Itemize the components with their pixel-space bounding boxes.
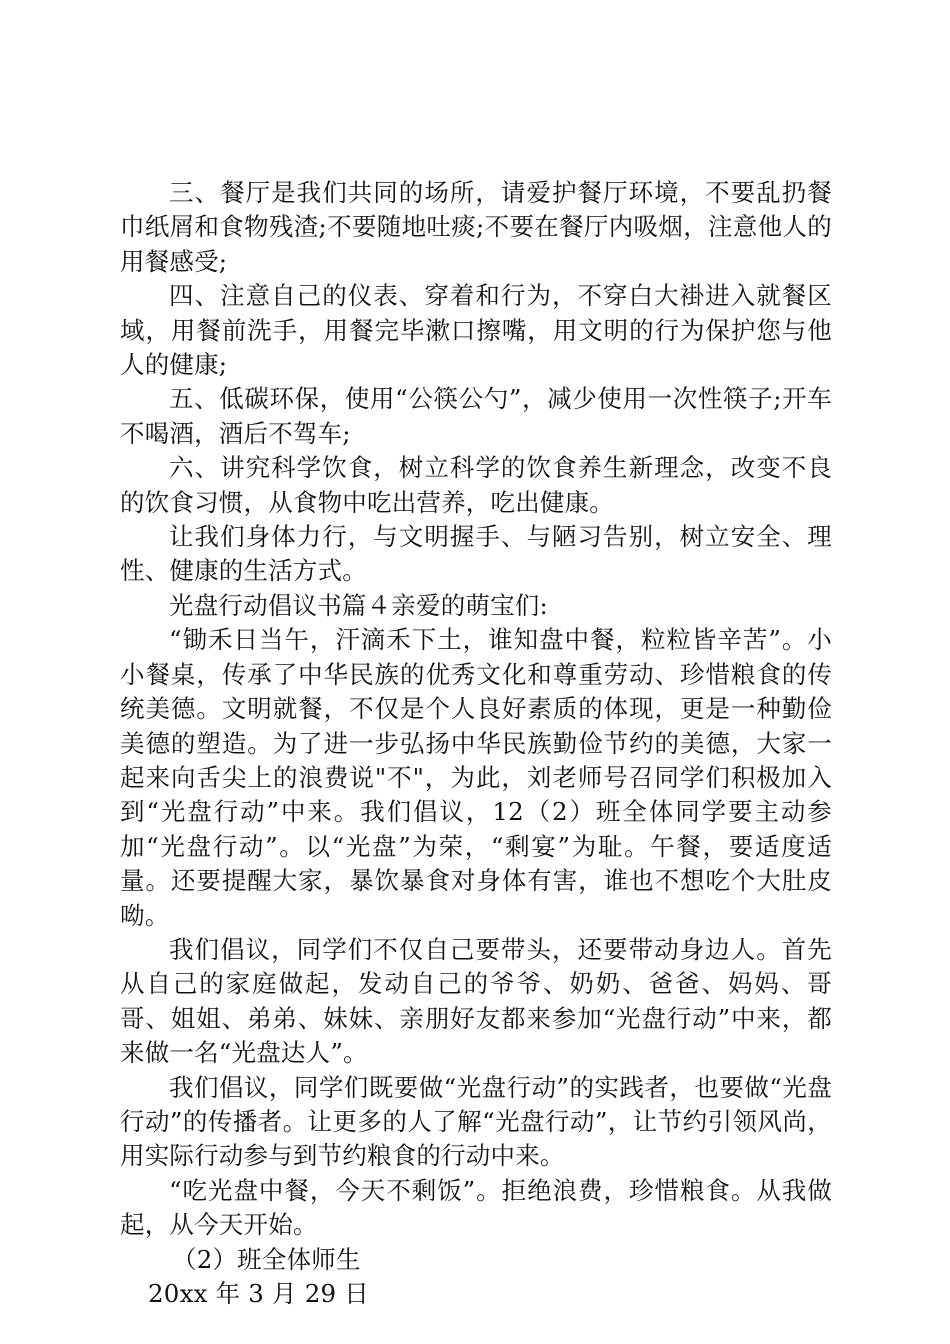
- signature-line: （2）班全体师生: [172, 1244, 361, 1274]
- paragraph-poem-intro: “锄禾日当午，汗滴禾下土，谁知盘中餐，粒粒皆辛苦”。小小餐桌，传承了中华民族的优秀文化和尊重劳动、珍惜粮食的传统美德。文明就餐，不仅是个人良好素质的体现，更是一种勤俭美德的塑造。为了进一步弘扬中华民族勤俭节约的美德，大家一起来向舌尖上的浪费说"不"，为此，刘老师号召同学们积极加入到“光盘行动”中来。我们倡议，12（2）班全体同学要主动参加“光盘行动”。以“光盘”为荣，“剩宴”为耻。午餐，要适度适量。还要提醒大家，暴饮暴食对身体有害，谁也不想吃个大肚皮呦。: [120, 625, 832, 930]
- paragraph-section-6: 六、讲究科学饮食，树立科学的饮食养生新理念，改变不良的饮食习惯，从食物中吃出营养，吃出健康。: [120, 453, 832, 517]
- date-line: 20xx 年 3 月 29 日: [148, 1279, 370, 1308]
- paragraph-closing-call: 让我们身体力行，与文明握手、与陋习告别，树立安全、理性、健康的生活方式。: [120, 522, 832, 586]
- paragraph-article-heading: 光盘行动倡议书篇４亲爱的萌宝们:: [169, 590, 548, 620]
- paragraph-section-5: 五、低碳环保，使用“公筷公勺”，减少使用一次性筷子;开车不喝酒，酒后不驾车;: [120, 384, 832, 448]
- paragraph-section-4: 四、注意自己的仪表、穿着和行为，不穿白大褂进入就餐区域，用餐前洗手，用餐完毕漱口擦嘴，用文明的行为保护您与他人的健康;: [120, 281, 832, 380]
- paragraph-section-3: 三、餐厅是我们共同的场所，请爱护餐厅环境，不要乱扔餐巾纸屑和食物残渣;不要随地吐痰;不要在餐厅内吸烟，注意他人的用餐感受;: [120, 178, 832, 276]
- paragraph-slogan: “吃光盘中餐，今天不剩饭”。拒绝浪费，珍惜粮食。从我做起，从今天开始。: [120, 1175, 832, 1240]
- paragraph-spread-initiative: 我们倡议，同学们既要做“光盘行动”的实践者，也要做“光盘行动”的传播者。让更多的人了解“光盘行动”，让节约引领风尚，用实际行动参与到节约粮食的行动中来。: [120, 1072, 832, 1171]
- paragraph-family-initiative: 我们倡议，同学们不仅自己要带头，还要带动身边人。首先从自己的家庭做起，发动自己的爷爷、奶奶、爸爸、妈妈、哥哥、姐姐、弟弟、妹妹、亲朋好友都来参加“光盘行动”中来，都来做一名“光盘达人”。: [120, 934, 832, 1068]
